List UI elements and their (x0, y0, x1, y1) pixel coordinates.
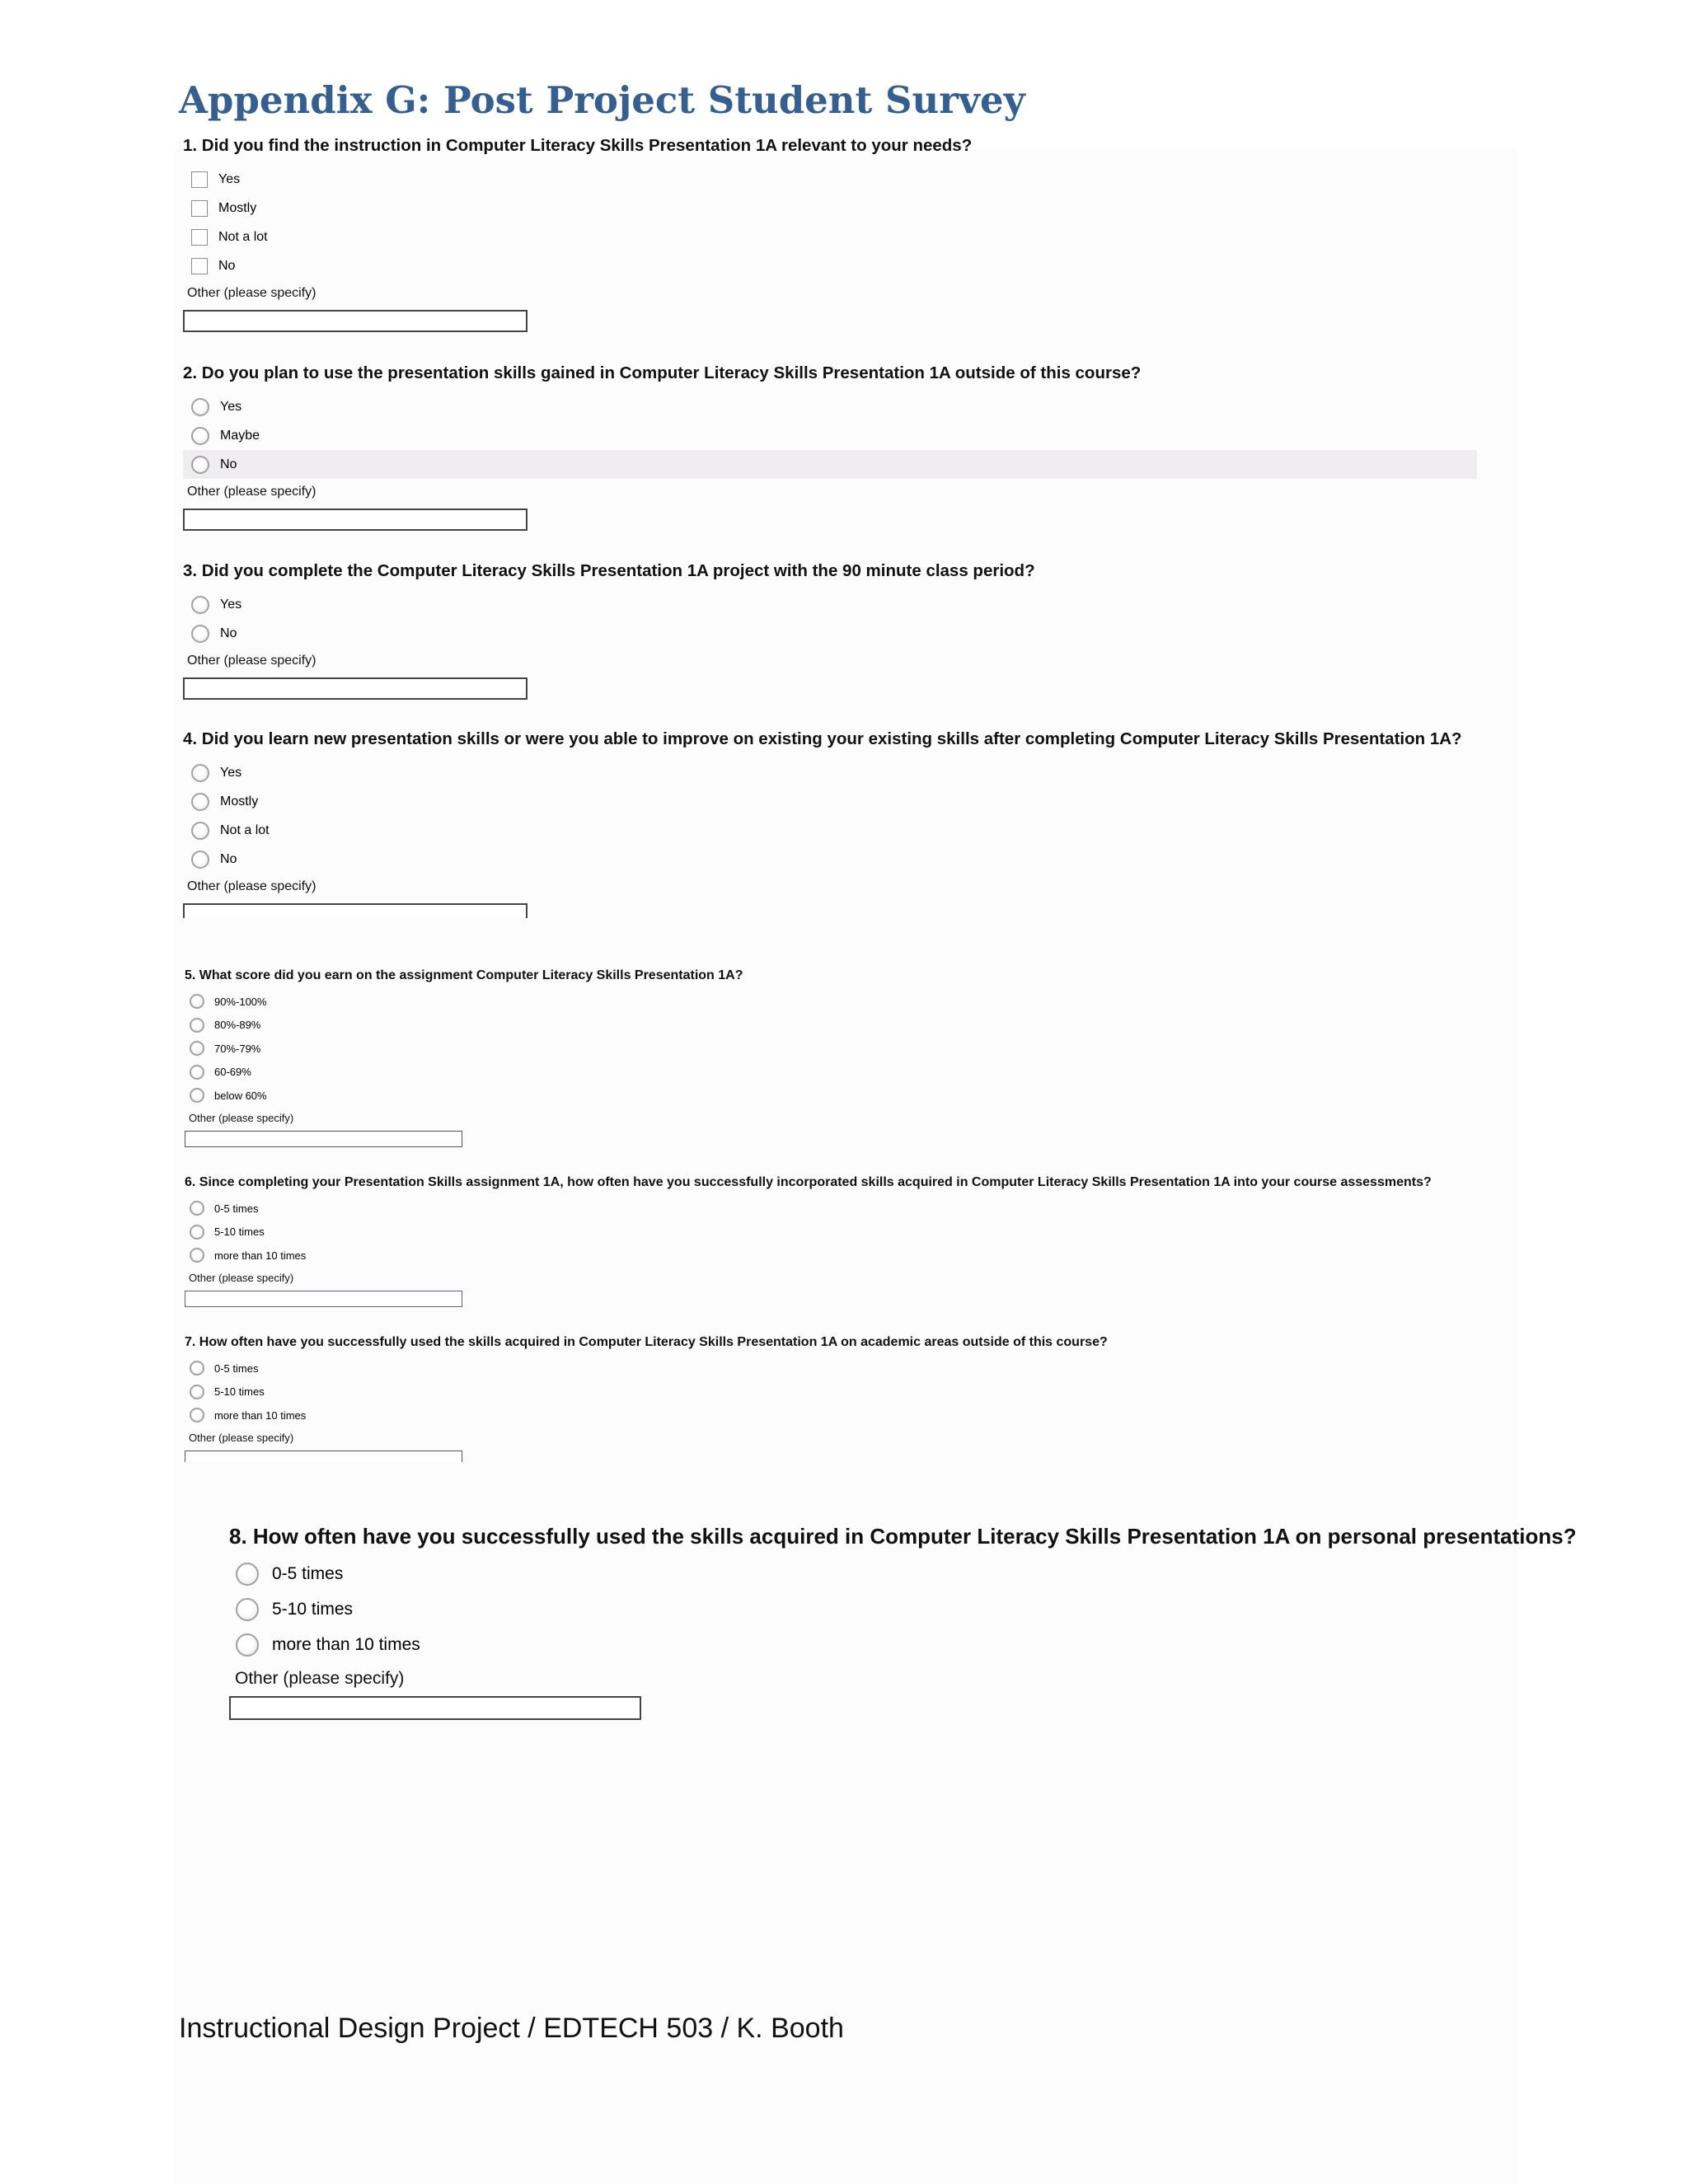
radio-button[interactable] (190, 994, 204, 1009)
radio-button[interactable] (191, 793, 209, 811)
radio-button[interactable] (191, 822, 209, 840)
radio-button[interactable] (190, 1361, 204, 1376)
option-label: No (218, 258, 236, 273)
q4-option-mostly[interactable] (183, 787, 1462, 816)
question-8-title: 8. How often have you successfully used the skills acquired in Computer Literacy Skills Presentation 1A on personal presentations? (229, 1524, 1577, 1549)
option-label: 90%-100% (214, 995, 267, 1008)
q1-option-mostly[interactable] (183, 194, 972, 223)
q8-option-more-than-10[interactable] (229, 1627, 1577, 1662)
option-label: Not a lot (218, 229, 268, 244)
option-label: No (220, 851, 237, 866)
other-label: Other (please specify) (189, 1431, 294, 1444)
question-1-title: 1. Did you find the instruction in Computer Literacy Skills Presentation 1A relevant to your needs? (183, 136, 973, 155)
radio-button[interactable] (190, 1065, 204, 1080)
q5-option-80-89[interactable] (185, 1014, 743, 1038)
option-label: more than 10 times (214, 1249, 307, 1262)
q2-option-no[interactable] (183, 450, 1477, 479)
question-6 (185, 1175, 1432, 1307)
option-label: Mostly (220, 794, 259, 808)
radio-button[interactable] (190, 1248, 204, 1263)
radio-button[interactable] (190, 1088, 204, 1103)
question-2-title: 2. Do you plan to use the presentation skills gained in Computer Literacy Skills Presentation 1A outside of this course? (183, 363, 1142, 382)
option-label: below 60% (214, 1089, 267, 1102)
option-label: Yes (220, 399, 242, 414)
radio-button[interactable] (191, 625, 209, 643)
q5-option-60-69[interactable] (185, 1061, 743, 1085)
radio-button[interactable] (236, 1633, 259, 1657)
option-label: No (220, 457, 237, 471)
option-label: 5-10 times (272, 1599, 354, 1619)
q3-option-no[interactable] (183, 619, 1035, 648)
q5-option-below-60[interactable] (185, 1084, 743, 1108)
q6-other-input[interactable] (185, 1291, 462, 1307)
q7-option-5-10[interactable] (185, 1380, 1108, 1404)
option-label: 70%-79% (214, 1042, 261, 1055)
radio-button[interactable] (190, 1201, 204, 1216)
q8-option-0-5[interactable] (229, 1556, 1577, 1591)
q7-option-0-5[interactable] (185, 1357, 1108, 1380)
q5-option-90-100[interactable] (185, 990, 743, 1014)
radio-button[interactable] (191, 764, 209, 782)
q6-option-more-than-10[interactable] (185, 1244, 1432, 1268)
question-3-title: 3. Did you complete the Computer Literacy Skills Presentation 1A project with the 90 minute class period? (183, 561, 1035, 580)
q2-option-yes[interactable] (183, 392, 1477, 421)
radio-button[interactable] (190, 1041, 204, 1056)
question-5 (185, 968, 743, 1147)
other-label: Other (please specify) (187, 879, 316, 893)
q5-other-input[interactable] (185, 1131, 462, 1147)
option-label: 0-5 times (272, 1563, 344, 1583)
option-label: Yes (220, 597, 242, 612)
q1-option-no[interactable] (183, 251, 972, 280)
q4-option-yes[interactable] (183, 758, 1462, 787)
radio-button[interactable] (236, 1598, 259, 1621)
option-label: 60-69% (214, 1066, 251, 1079)
other-label: Other (please specify) (189, 1111, 294, 1124)
q3-option-yes[interactable] (183, 590, 1035, 619)
option-label: more than 10 times (272, 1634, 420, 1654)
checkbox[interactable] (191, 200, 208, 217)
question-4-title: 4. Did you learn new presentation skills or were you able to improve on existing your existing skills after completing Computer Literacy Skills Presentation 1A? (183, 729, 1462, 748)
q8-other-input[interactable] (229, 1696, 641, 1720)
radio-button[interactable] (190, 1225, 204, 1240)
q1-option-not-a-lot[interactable] (183, 223, 972, 251)
other-label: Other (please specify) (187, 654, 316, 668)
radio-button[interactable] (191, 398, 209, 416)
q7-option-more-than-10[interactable] (185, 1404, 1108, 1427)
radio-button[interactable] (190, 1018, 204, 1033)
question-6-title: 6. Since completing your Presentation Skills assignment 1A, how often have you successfully incorporated skills acquired in Computer Literacy Skills Presentation 1A into your course assessments? (185, 1175, 1432, 1189)
option-label: Not a lot (220, 823, 270, 837)
option-label: 0-5 times (214, 1202, 259, 1215)
option-label: Yes (220, 765, 242, 780)
question-2 (183, 363, 1477, 531)
other-label: Other (please specify) (187, 485, 316, 499)
option-label: 80%-89% (214, 1019, 261, 1032)
q4-other-input[interactable] (183, 903, 528, 918)
q7-other-input[interactable] (185, 1451, 462, 1462)
radio-button[interactable] (190, 1408, 204, 1422)
page-title: Appendix G: Post Project Student Survey (179, 78, 1025, 122)
question-7 (185, 1335, 1108, 1462)
option-label: Yes (218, 171, 241, 186)
radio-button[interactable] (191, 456, 209, 474)
option-label: Maybe (220, 428, 260, 443)
option-label: No (220, 626, 237, 640)
radio-button[interactable] (190, 1385, 204, 1399)
q2-other-input[interactable] (183, 509, 528, 531)
question-7-title: 7. How often have you successfully used the skills acquired in Computer Literacy Skills Presentation 1A on academic areas outside of this course? (185, 1335, 1108, 1349)
radio-button[interactable] (191, 427, 209, 445)
q6-option-0-5[interactable] (185, 1197, 1432, 1221)
question-1 (183, 136, 972, 332)
q1-other-input[interactable] (183, 310, 528, 332)
other-label: Other (please specify) (189, 1271, 294, 1284)
q6-option-5-10[interactable] (185, 1221, 1432, 1244)
q8-option-5-10[interactable] (229, 1591, 1577, 1627)
radio-button[interactable] (191, 596, 209, 614)
checkbox[interactable] (191, 258, 208, 274)
question-4 (183, 729, 1462, 918)
q2-option-maybe[interactable] (183, 421, 1477, 450)
q4-option-not-a-lot[interactable] (183, 816, 1462, 845)
other-label: Other (please specify) (187, 286, 316, 300)
radio-button[interactable] (191, 851, 209, 869)
checkbox[interactable] (191, 171, 208, 188)
question-5-title: 5. What score did you earn on the assignment Computer Literacy Skills Presentation 1A? (185, 968, 743, 982)
page-footer: Instructional Design Project / EDTECH 503 / K. Booth (179, 2013, 844, 2044)
other-label: Other (please specify) (235, 1669, 405, 1688)
option-label: more than 10 times (214, 1408, 307, 1422)
option-label: Mostly (218, 200, 257, 215)
question-8 (229, 1524, 1577, 1720)
question-3 (183, 561, 1035, 700)
option-label: 0-5 times (214, 1361, 259, 1375)
q1-option-yes[interactable] (183, 165, 972, 194)
q5-option-70-79[interactable] (185, 1037, 743, 1061)
q4-option-no[interactable] (183, 845, 1462, 874)
option-label: 5-10 times (214, 1226, 265, 1239)
checkbox[interactable] (191, 229, 208, 246)
radio-button[interactable] (236, 1563, 259, 1586)
q3-other-input[interactable] (183, 677, 528, 700)
option-label: 5-10 times (214, 1385, 265, 1399)
